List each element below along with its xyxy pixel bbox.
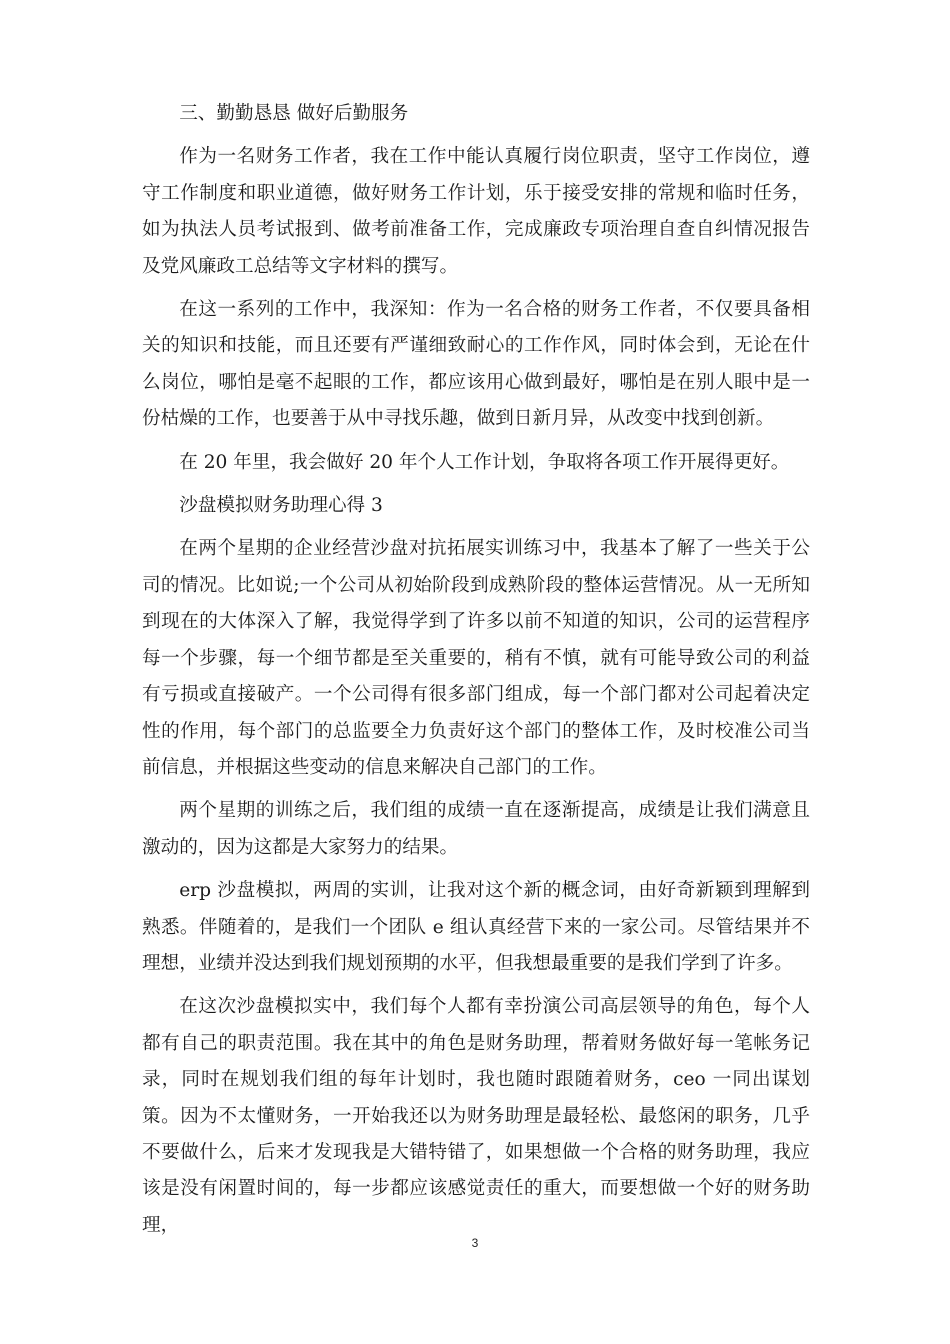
document-page [142, 96, 810, 1244]
paragraph-role: 在这次沙盘模拟实中，我们每个人都有幸扮演公司高层领导的角色，每个人都有自己的职责范围。我在其中的角色是财务助理，帮着财务做好每一笔帐务记录，同时在规划我们组的每年计划时，我也随时跟随着财务，ceo 一同出谋划策。因为不太懂财务，一开始我还以为财务助理是最轻松、最悠闲的职务，几乎不要做什么，后来才发现我是大错特错了，如果想做一个合格的财务助理，我应该是没有闲置时间的，每一步都应该感觉责任的重大，而要想做一个好的财务助理， [142, 996, 810, 1236]
paragraph-reflection: 在这一系列的工作中，我深知：作为一名合格的财务工作者，不仅要具备相关的知识和技能，而且还要有严谨细致耐心的工作作风，同时体会到，无论在什么岗位，哪怕是毫不起眼的工作，都应该用心做到最好，哪怕是在别人眼中是一份枯燥的工作，也要善于从中寻找乐趣，做到日新月异，从改变中找到创新。 [142, 299, 810, 430]
paragraph-training-results: 两个星期的训练之后，我们组的成绩一直在逐渐提高，成绩是让我们满意且激动的，因为这都是大家努力的结果。 [142, 800, 810, 858]
paragraph-duties: 作为一名财务工作者，我在工作中能认真履行岗位职责，坚守工作岗位，遵守工作制度和职业道德，做好财务工作计划，乐于接受安排的常规和临时任务，如为执法人员考试报到、做考前准备工作，完成廉政专项治理自查自纠情况报告及党风廉政工总结等文字材料的撰写。 [142, 146, 810, 277]
section-heading: 三、勤勤恳恳 做好后勤服务 [179, 103, 409, 124]
paragraph-erp: erp 沙盘模拟，两周的实训，让我对这个新的概念词，由好奇新颖到理解到熟悉。伴随着的，是我们一个团队 e 组认真经营下来的一家公司。尽管结果并不理想，业绩并没达到我们规划预期的水平，但我想最重要的是我们学到了许多。 [142, 880, 810, 974]
article-title: 沙盘模拟财务助理心得 3 [179, 495, 383, 517]
paragraph-plan: 在 20 年里，我会做好 20 年个人工作计划，争取将各项工作开展得更好。 [179, 451, 790, 473]
page-number: 3 [471, 1236, 479, 1250]
paragraph-sandbox-intro: 在两个星期的企业经营沙盘对抗拓展实训练习中，我基本了解了一些关于公司的情况。比如说;一个公司从初始阶段到成熟阶段的整体运营情况。从一无所知到现在的大体深入了解，我觉得学到了许多以前不知道的知识，公司的运营程序每一个步骤，每一个细节都是至关重要的，稍有不慎，就有可能导致公司的利益有亏损或直接破产。一个公司得有很多部门组成，每一个部门都对公司起着决定性的作用，每个部门的总监要全力负责好这个部门的整体工作，及时校准公司当前信息，并根据这些变动的信息来解决自己部门的工作。 [142, 538, 810, 778]
